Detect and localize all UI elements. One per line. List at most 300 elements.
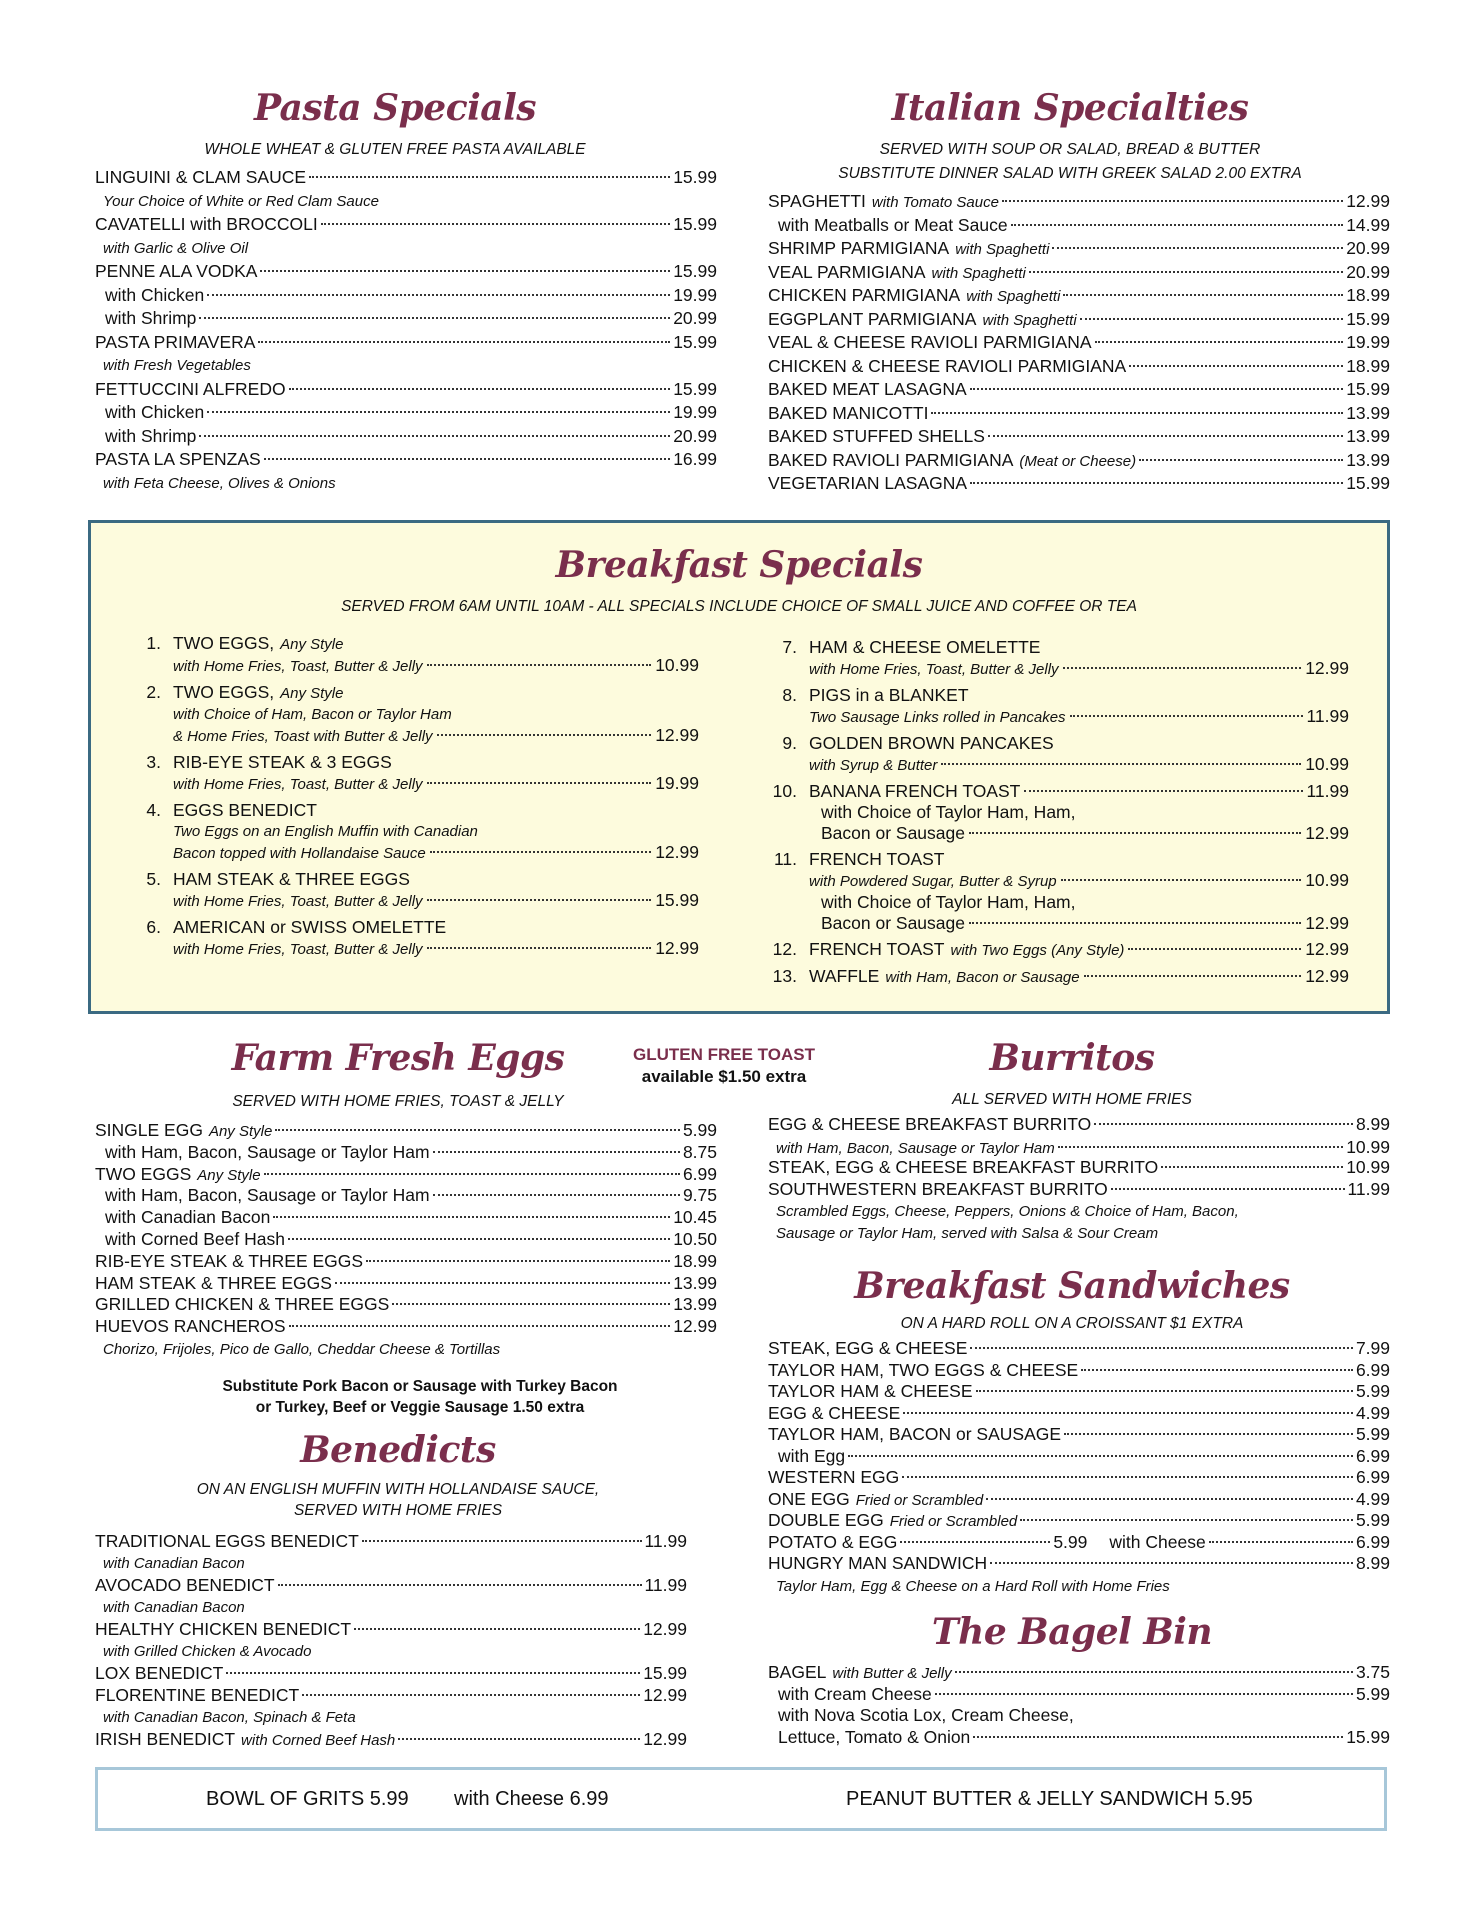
item-note [768,1222,1390,1244]
item-price: 10.99 [1346,1157,1390,1177]
item-desc: Fried or Scrambled [855,1491,984,1509]
menu-item [95,1574,687,1596]
item-desc: with Tomato Sauce [871,194,999,211]
dot-leader [1094,1123,1353,1125]
detail-text: with Home Fries, Toast, Butter & Jelly [173,776,423,793]
item-name: STEAK, EGG & CHEESE [768,1338,968,1358]
item-price: 10.50 [673,1228,717,1249]
item-price: 15.99 [673,214,717,234]
menu-item [768,190,1390,214]
item-price: 7.99 [1355,1338,1390,1358]
item-name: FLORENTINE BENEDICT [95,1685,300,1705]
sandwiches-subtitle: ON A HARD ROLL ON A CROISSANT $1 EXTRA [900,1315,1244,1332]
item-number: 12. [772,939,797,959]
item-note [768,1575,1390,1597]
dot-leader [970,1347,1353,1349]
item-price: 9.75 [682,1185,717,1206]
breakfast-item-header [763,733,1349,754]
dot-leader [969,922,1301,924]
item-name: HAM & CHEESE OMELETTE [809,637,1041,657]
menu-item [95,1185,717,1207]
item-detail [127,773,699,795]
item-price: 10.99 [1346,1136,1390,1157]
dot-leader [1064,1433,1353,1435]
item-note [95,1596,687,1618]
menu-item [768,1157,1390,1179]
menu-item [95,284,717,308]
item-name: STEAK, EGG & CHEESE BREAKFAST BURRITO [768,1157,1159,1177]
dot-leader [275,1129,680,1131]
item-price: 18.99 [1346,355,1390,376]
item-number: 10. [772,781,797,801]
pasta-title: Pasta Specials [253,87,537,129]
dot-leader [354,1628,640,1630]
breakfast-item [763,781,1349,844]
breakfast-item-header [127,682,699,704]
detail-text: with Syrup & Butter [809,757,938,774]
menu-item [95,1164,717,1186]
dot-leader [207,411,670,413]
menu-item [768,1662,1390,1684]
menu-item [768,1114,1390,1136]
menu-item [95,1294,717,1316]
item-price: 18.99 [1346,285,1390,305]
item-desc: with Spaghetti [966,288,1061,305]
breakfast-item [127,682,699,747]
item-price: 11.99 [644,1575,687,1595]
menu-item [768,331,1390,355]
item-price: 12.99 [1346,191,1390,211]
item-name: DOUBLE EGG [768,1510,884,1530]
item-price: 12.99 [1305,913,1349,933]
item-desc: Any Style [208,1123,273,1140]
item-detail [763,658,1349,680]
item-name: WAFFLE [809,966,880,986]
menu-item [95,166,717,190]
note-text: Your Choice of White or Red Clam Sauce [103,192,379,210]
item-name: VEGETARIAN LASAGNA [768,473,968,493]
dot-leader [264,1173,680,1175]
dot-leader [258,341,670,343]
menu-item [95,307,717,331]
menu-item [768,1179,1390,1201]
dot-leader [260,270,670,272]
menu-item [95,260,717,284]
item-number: 4. [146,800,161,820]
item-price: 15.99 [1346,1726,1390,1747]
note-text: Scrambled Eggs, Cheese, Peppers, Onions & Choice of Ham, Bacon, [776,1203,1239,1220]
menu-item [95,1662,687,1684]
menu-item [95,1618,687,1640]
dot-leader [1002,200,1343,202]
item-name: with Nova Scotia Lox, Cream Cheese, [778,1705,1074,1725]
item-name: POTATO & EGG [768,1531,898,1552]
detail-text: Bacon or Sausage [821,823,965,843]
item-price: 19.99 [655,773,699,793]
item-price: 20.99 [1346,238,1390,258]
item-detail [763,870,1349,892]
dot-leader [427,899,652,901]
item-name: TAYLOR HAM, BACON or SAUSAGE [768,1424,1062,1444]
item-price: 12.99 [1305,939,1349,959]
dot-leader [1084,975,1302,977]
menu-item [95,1684,687,1706]
item-name: with Meatballs or Meat Sauce [778,214,1008,235]
item-price: 20.99 [673,425,717,446]
dot-leader [366,1260,670,1262]
note-text: with Feta Cheese, Olives & Onions [103,474,336,492]
item-name: FRENCH TOAST [809,849,945,869]
item-price: 13.99 [673,1272,717,1293]
menu-item [768,1403,1390,1425]
item-price: 12.99 [655,842,699,862]
item-price: 5.99 [1355,1510,1390,1530]
item-name: HAM STEAK & THREE EGGS [173,869,410,889]
menu-item [768,1705,1390,1727]
item-name: VEAL & CHEESE RAVIOLI PARMIGIANA [768,332,1092,352]
item-price: 13.99 [1346,449,1390,470]
breakfast-item-header [127,633,699,655]
item-note [95,237,717,261]
detail-text: Bacon or Sausage [821,913,965,933]
note-text: with Ham, Bacon, Sausage or Taylor Ham [776,1139,1055,1157]
item-number: 2. [146,682,161,702]
menu-item [95,331,717,355]
item-desc: Any Style [197,1166,261,1184]
menu-item [95,213,717,237]
item-note [95,1552,687,1574]
item-price: 6.99 [1355,1445,1390,1466]
item-note [95,354,717,378]
item-price: 12.99 [643,1729,687,1749]
menu-item [768,1553,1390,1575]
dot-leader [289,388,671,390]
eggs-list [95,1120,717,1360]
item-name: CHICKEN & CHEESE RAVIOLI PARMIGIANA [768,355,1127,376]
dot-leader [1052,247,1343,249]
item-detail [763,913,1349,934]
menu-item [768,402,1390,426]
dot-leader [1011,224,1344,226]
note-text: with Canadian Bacon, Spinach & Feta [103,1709,356,1726]
breakfast-item [127,800,699,864]
item-price: 5.99 [1355,1381,1390,1401]
item-name: with Egg [778,1445,846,1466]
item-price: 15.99 [655,890,699,910]
item-name: RIB-EYE STEAK & THREE EGGS [95,1250,364,1271]
dot-leader [392,1303,670,1305]
dot-leader [973,1736,1343,1738]
breakfast-item-header [127,917,699,938]
item-price: 13.99 [1346,402,1390,423]
item-name: LOX BENEDICT [95,1663,224,1683]
item-detail [127,842,699,864]
dot-leader [309,176,670,178]
item-price: 15.99 [673,378,717,399]
item-name: BAKED RAVIOLI PARMIGIANA [768,449,1014,470]
dot-leader [1161,1166,1343,1168]
dot-leader [1058,1146,1343,1148]
benedicts-subtitle-1: ON AN ENGLISH MUFFIN WITH HOLLANDAISE SAUCE, [196,1481,600,1498]
item-price: 5.99 [1053,1531,1088,1552]
item-name: RIB-EYE STEAK & 3 EGGS [173,752,392,772]
item-price: 11.99 [644,1531,687,1551]
italian-subtitle-1: SERVED WITH SOUP OR SALAD, BREAD & BUTTER [879,141,1261,158]
dot-leader [976,1390,1353,1392]
item-price: 5.99 [682,1120,717,1140]
detail-text: Two Eggs on an English Muffin with Canadian [173,823,478,840]
menu-item [95,1142,717,1164]
item-name: AVOCADO BENEDICT [95,1575,275,1595]
item-desc: Any Style [280,685,344,702]
dot-leader [1070,715,1303,717]
menu-item [95,448,717,472]
dot-leader [427,947,652,949]
benedicts-subtitle-2: SERVED WITH HOME FRIES [293,1502,503,1519]
dot-leader [437,734,652,736]
dot-leader [264,458,671,460]
item-extra: with Cheese [1109,1531,1206,1552]
note-text: with Grilled Chicken & Avocado [103,1643,312,1660]
menu-item [768,1510,1390,1532]
item-price: 4.99 [1355,1488,1390,1509]
item-name: with Ham, Bacon, Sausage or Taylor Ham [105,1185,430,1206]
item-name: IRISH BENEDICT [95,1729,236,1749]
item-name: HUNGRY MAN SANDWICH [768,1553,988,1573]
breakfast-item [763,733,1349,776]
item-desc: with Spaghetti [931,264,1026,282]
item-desc: with Ham, Bacon or Sausage [885,969,1080,986]
dot-leader [935,1693,1353,1695]
item-desc: with Corned Beef Hash [241,1732,396,1749]
item-price: 18.99 [673,1250,717,1271]
menu-item [95,1728,687,1750]
detail-text: with Choice of Taylor Ham, Ham, [821,802,1076,822]
item-price: 10.99 [1305,870,1349,890]
burritos-list [768,1114,1390,1243]
item-name: CHICKEN PARMIGIANA [768,285,961,305]
item-name: with Cream Cheese [778,1683,932,1704]
dot-leader [990,1562,1353,1564]
item-price: 20.99 [1346,261,1390,282]
dot-leader [1063,667,1302,669]
item-price: 8.99 [1355,1114,1390,1134]
dot-leader [302,1694,640,1696]
item-detail [763,706,1349,728]
item-note [95,1640,687,1662]
breakfast-item [763,685,1349,728]
substitute-line-1: Substitute Pork Bacon or Sausage with Turkey Bacon [222,1378,618,1395]
menu-item [768,284,1390,308]
dot-leader [955,1671,1353,1673]
dot-leader [273,1216,670,1218]
dot-leader [207,294,670,296]
item-price: 12.99 [643,1685,687,1705]
item-desc: Any Style [280,636,344,653]
menu-item [768,1467,1390,1489]
dot-leader [199,435,670,437]
menu-item [95,425,717,449]
breakfast-item-header [763,849,1349,870]
item-name: with Ham, Bacon, Sausage or Taylor Ham [105,1141,430,1162]
dot-leader [278,1584,642,1586]
item-name: Lettuce, Tomato & Onion [778,1726,971,1747]
item-number: 3. [146,752,161,772]
item-name: ONE EGG [768,1488,850,1509]
item-name: HAM STEAK & THREE EGGS [95,1272,332,1293]
item-name: GRILLED CHICKEN & THREE EGGS [95,1294,390,1315]
menu-item [95,1207,717,1229]
dot-leader [848,1455,1353,1457]
item-name: WESTERN EGG [768,1467,900,1487]
item-name: VEAL PARMIGIANA [768,261,926,282]
item-price: 8.75 [682,1141,717,1162]
item-price: 6.99 [1355,1359,1390,1380]
dot-leader [226,1672,640,1674]
item-name: PIGS in a BLANKET [809,685,969,705]
item-name: PENNE ALA VODKA [95,261,258,281]
dot-leader [1029,271,1343,273]
dot-leader [970,388,1343,390]
substitute-line-2: or Turkey, Beef or Veggie Sausage 1.50 extra [255,1399,585,1416]
item-note [95,190,717,214]
detail-text: with Home Fries, Toast, Butter & Jelly [173,941,423,958]
item-extra-price: 6.99 [1355,1531,1390,1552]
dot-leader [335,1282,670,1284]
item-price: 5.99 [1355,1424,1390,1444]
item-name: AMERICAN or SWISS OMELETTE [173,917,447,937]
item-price: 4.99 [1355,1402,1390,1423]
dot-leader [288,1238,670,1240]
item-detail [127,655,699,677]
note-text: with Fresh Vegetables [103,357,251,374]
item-name: SOUTHWESTERN BREAKFAST BURRITO [768,1178,1108,1199]
item-name: HEALTHY CHICKEN BENEDICT [95,1619,352,1639]
breakfast-item [763,939,1349,961]
item-name: TRADITIONAL EGGS BENEDICT [95,1531,359,1551]
item-price: 15.99 [673,261,717,281]
detail-text: with Home Fries, Toast, Butter & Jelly [173,893,423,910]
burritos-title: Burritos [989,1037,1155,1079]
item-name: SHRIMP PARMIGIANA [768,238,950,258]
item-name: SPAGHETTI [768,191,866,211]
item-price: 12.99 [1305,823,1349,843]
menu-item [768,237,1390,261]
item-detail [127,890,699,912]
menu-item [768,1381,1390,1403]
item-note [768,1136,1390,1158]
detail-text: with Powdered Sugar, Butter & Syrup [809,873,1057,890]
dot-leader [1020,1519,1353,1521]
item-price: 13.99 [673,1294,717,1315]
breakfast-item [763,849,1349,934]
item-name: TWO EGGS, [173,633,275,653]
menu-item [95,1120,717,1142]
breakfast-subtitle: SERVED FROM 6AM UNTIL 10AM - ALL SPECIALS INCLUDE CHOICE OF SMALL JUICE AND COFFEE OR TEA [341,598,1137,615]
dot-leader [321,223,671,225]
item-name: CAVATELLI with BROCCOLI [95,214,318,234]
item-name: with Shrimp [105,425,197,446]
italian-title: Italian Specialties [891,87,1249,129]
item-price: 15.99 [673,331,717,352]
item-number: 5. [146,869,161,889]
dot-leader [1139,459,1343,461]
item-name: FRENCH TOAST [809,939,945,959]
item-price: 12.99 [1305,966,1349,986]
item-name: EGG & CHEESE BREAKFAST BURRITO [768,1114,1092,1134]
sandwiches-title: Breakfast Sandwiches [854,1265,1290,1307]
item-number: 6. [146,917,161,937]
menu-item [95,401,717,425]
item-number: 8. [782,685,797,705]
item-name: PASTA PRIMAVERA [95,331,256,352]
note-text: with Canadian Bacon [103,1555,245,1572]
item-note [95,1338,717,1360]
item-name: EGGPLANT PARMIGIANA [768,308,977,329]
menu-item [95,378,717,402]
dot-leader [433,1151,680,1153]
dot-leader [902,1476,1353,1478]
dot-leader [427,664,652,666]
breakfast-item-header [763,685,1349,706]
item-price: 15.99 [1346,473,1390,493]
item-name: GOLDEN BROWN PANCAKES [809,733,1054,753]
item-price: 20.99 [673,308,717,328]
menu-item [768,308,1390,332]
detail-text: with Home Fries, Toast, Butter & Jelly [173,658,423,675]
menu-item [768,261,1390,285]
pasta-subtitle: WHOLE WHEAT & GLUTEN FREE PASTA AVAILABLE [204,141,586,158]
gluten-free-line-2: available $1.50 extra [641,1067,807,1086]
detail-text: with Choice of Ham, Bacon or Taylor Ham [173,706,452,723]
item-name: SINGLE EGG [95,1120,203,1140]
menu-item [768,472,1390,496]
item-price: 14.99 [1346,214,1390,235]
item-price: 11.99 [1306,781,1349,801]
item-name: EGG & CHEESE [768,1402,901,1423]
breakfast-item-header [763,966,1349,988]
item-price: 13.99 [1346,426,1390,446]
dot-leader [1024,790,1302,792]
note-text: with Canadian Bacon [103,1599,245,1616]
item-name: with Shrimp [105,308,197,328]
item-name: with Chicken [105,402,205,422]
item-name: BANANA FRENCH TOAST [809,781,1021,801]
item-name: BAKED MANICOTTI [768,402,929,423]
dot-leader [970,482,1343,484]
menu-item [768,1684,1390,1706]
menu-item [768,425,1390,449]
breakfast-item [127,869,699,912]
item-price: 15.99 [643,1663,687,1683]
item-price: 15.99 [1346,308,1390,329]
italian-list [768,190,1390,496]
gluten-free-line-1: GLUTEN FREE TOAST [633,1045,815,1064]
item-name: TAYLOR HAM & CHEESE [768,1381,973,1401]
item-price: 12.99 [1305,658,1349,678]
dot-leader [900,1541,1050,1543]
item-price: 19.99 [1346,332,1390,352]
sandwiches-list [768,1338,1390,1596]
item-name: BAGEL [768,1662,827,1682]
pasta-list [95,166,717,495]
item-name: TWO EGGS [95,1163,192,1184]
dot-leader [986,1498,1353,1500]
item-name: TAYLOR HAM, TWO EGGS & CHEESE [768,1359,1079,1380]
menu-item [95,1316,717,1338]
breakfast-item [763,637,1349,680]
item-name: BAKED STUFFED SHELLS [768,426,985,446]
